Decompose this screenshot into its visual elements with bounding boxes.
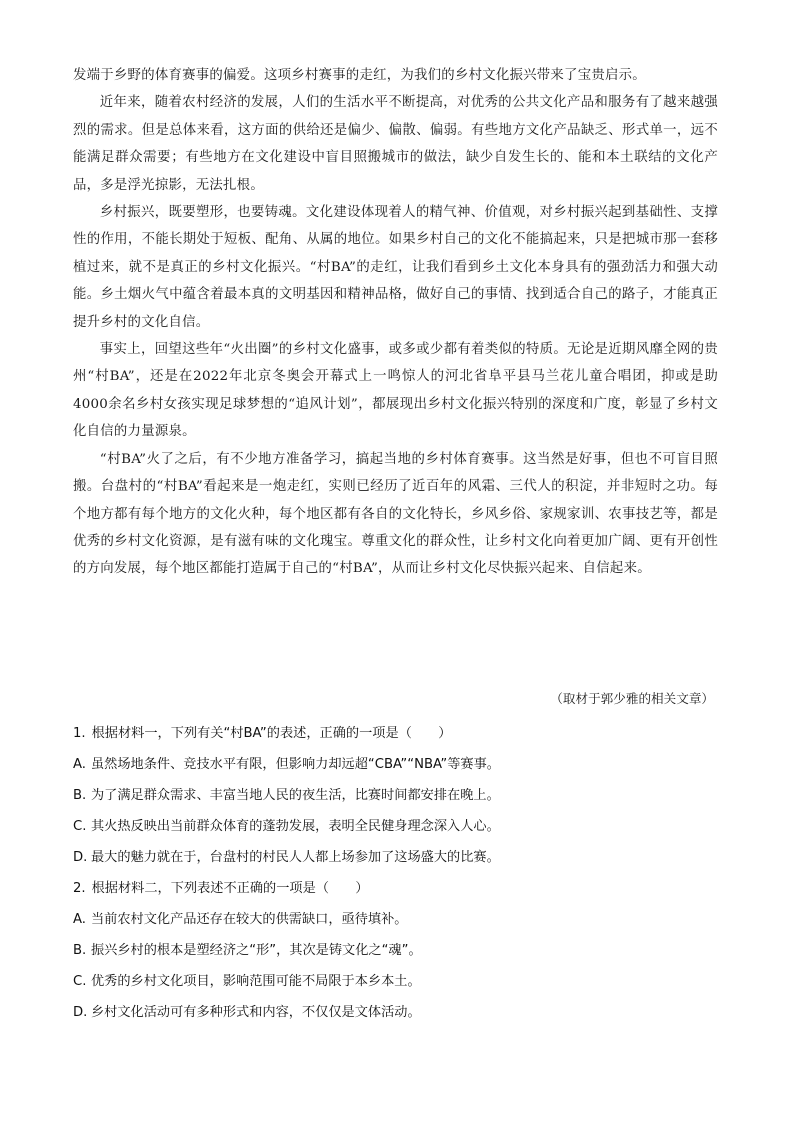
option-letter: D. <box>73 1005 88 1020</box>
option-letter: A. <box>73 757 86 772</box>
source-attribution: （取材于郭少雅的相关文章） <box>550 691 714 706</box>
question-1 <box>73 718 723 873</box>
question-stem <box>73 873 723 904</box>
option-letter: D. <box>73 850 88 865</box>
option-b <box>73 935 723 966</box>
passage-paragraph-5: “村BA”火了之后，有不少地方准备学习，搞起当地的乡村体育赛事。这当然是好事，但也不可盲目照搬。台盘村的“村BA”看起来是一炮走红，实则已经历了近百年的风霜、三代人的积淀，并非短时之功。每个地方都有每个地方的文化火种，每个地区都有各自的文化特长，乡风乡俗、家规家训、农事技艺等，都是优秀的乡村文化资源，是有滋有味的文化瑰宝。尊重文化的群众性，让乡村文化向着更加广阔、更有开创性的方向发展，每个地区都能打造属于自己的“村BA”，从而让乡村文化尽快振兴起来、自信起来。 <box>73 451 718 577</box>
option-a <box>73 904 723 935</box>
option-d <box>73 997 723 1028</box>
question-stem <box>73 718 723 749</box>
question-list <box>73 718 723 1028</box>
option-c <box>73 811 723 842</box>
option-letter: B. <box>73 788 87 803</box>
question-text: 根据材料一，下列有关“村BA”的表述，正确的一项是（ ） <box>91 726 452 741</box>
option-text: 振兴乡村的根本是塑经济之“形”，其次是铸文化之“魂”。 <box>91 943 422 958</box>
option-d <box>73 842 723 873</box>
option-letter: C. <box>73 819 87 834</box>
option-letter: A. <box>73 912 86 927</box>
question-number: 2. <box>73 881 86 896</box>
option-c <box>73 966 723 997</box>
question-2 <box>73 873 723 1028</box>
passage-paragraph-2: 近年来，随着农村经济的发展，人们的生活水平不断提高，对优秀的公共文化产品和服务有了越来越强烈的需求。但是总体来看，这方面的供给还是偏少、偏散、偏弱。有些地方文化产品缺乏、形式单一，远不能满足群众需要；有些地方在文化建设中盲目照搬城市的做法，缺少自发生长的、能和本土联结的文化产品，多是浮光掠影，无法扎根。 <box>73 95 718 193</box>
option-text: 乡村文化活动可有多种形式和内容，不仅仅是文体活动。 <box>91 1005 421 1020</box>
option-text: 最大的魅力就在于，台盘村的村民人人都上场参加了这场盛大的比赛。 <box>91 850 500 865</box>
option-text: 当前农村文化产品还存在较大的供需缺口，亟待填补。 <box>91 912 408 927</box>
question-text: 根据材料二，下列表述不正确的一项是（ ） <box>91 881 369 896</box>
option-text: 其火热反映出当前群众体育的蓬勃发展，表明全民健身理念深入人心。 <box>91 819 500 834</box>
passage-paragraph-1: 发端于乡野的体育赛事的偏爱。这项乡村赛事的走红，为我们的乡村文化振兴带来了宝贵启示。 <box>73 68 646 83</box>
option-text: 优秀的乡村文化项目，影响范围可能不局限于本乡本土。 <box>91 974 421 989</box>
option-letter: B. <box>73 943 87 958</box>
question-number: 1. <box>73 726 86 741</box>
passage-paragraph-4: 事实上，回望这些年“火出圈”的乡村文化盛事，或多或少都有着类似的特质。无论是近期风靡全网的贵州“村BA”，还是在2022年北京冬奥会开幕式上一鸣惊人的河北省阜平县马兰花儿童合唱团，抑或是助4000余名乡村女孩实现足球梦想的“追风计划”，都展现出乡村文化振兴特别的深度和广度，彰显了乡村文化自信的力量源泉。 <box>73 342 718 440</box>
option-a <box>73 749 723 780</box>
reading-passage <box>73 62 718 583</box>
option-b <box>73 780 723 811</box>
passage-paragraph-3: 乡村振兴，既要塑形，也要铸魂。文化建设体现着人的精气神、价值观，对乡村振兴起到基础性、支撑性的作用，不能长期处于短板、配角、从属的地位。如果乡村自己的文化不能搞起来，只是把城市那一套移植过来，就不是真正的乡村文化振兴。“村BA”的走红，让我们看到乡土文化本身具有的强劲活力和强大动能。乡土烟火气中蕴含着最本真的文明基因和精神品格，做好自己的事情、找到适合自己的路子，才能真正提升乡村的文化自信。 <box>73 205 718 330</box>
option-letter: C. <box>73 974 87 989</box>
option-text: 虽然场地条件、竞技水平有限，但影响力却远超“CBA”“NBA”等赛事。 <box>91 757 500 772</box>
option-text: 为了满足群众需求、丰富当地人民的夜生活，比赛时间都安排在晚上。 <box>91 788 500 803</box>
